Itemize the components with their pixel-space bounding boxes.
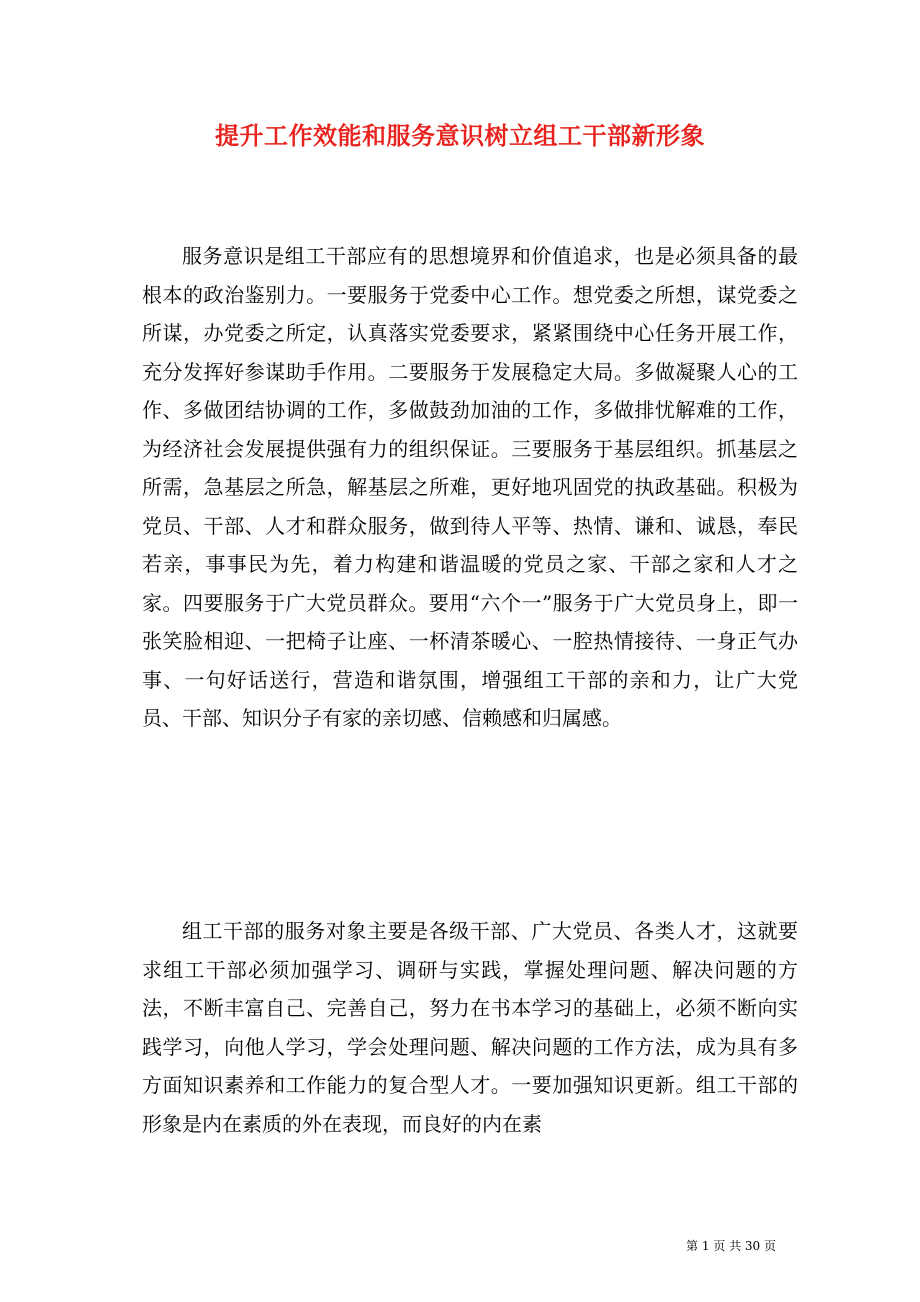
paragraph-text: 服务意识是组工干部应有的思想境界和价值追求，也是必须具备的最根本的政治鉴别力。一要服务于党委中心工作。想党委之所想，谋党委之所谋，办党委之所定，认真落实党委要求，紧紧围绕中心任务开展工作，充分发挥好参谋助手作用。二要服务于发展稳定大局。多做凝聚人心的工作、多做团结协调的工作，多做鼓劲加油的工作，多做排忧解难的工作，为经济社会发展提供强有力的组织保证。三要服务于基层组织。抓基层之所需，急基层之所急，解基层之所难，更好地巩固党的执政基础。积极为党员、干部、人才和群众服务，做到待人平等、热情、谦和、诚恳，奉民若亲，事事民为先，着力构建和谐温暖的党员之家、干部之家和人才之家。四要服务于广大党员群众。要用“六个一”服务于广大党员身上，即一张笑脸相迎、一把椅子让座、一杯清茶暖心、一腔热情接待、一身正气办事、一句好话送行，营造和谐氛围，增强组工干部的亲和力，让广大党员、干部、知识分子有家的亲切感、信赖感和归属感。 — [142, 244, 798, 730]
page-number-footer: 第 1 页 共 30 页 — [686, 1239, 776, 1253]
paragraph-text: 组工干部的服务对象主要是各级干部、广大党员、各类人才，这就要求组工干部必须加强学习、调研与实践，掌握处理问题、解决问题的方法，不断丰富自己、完善自己，努力在书本学习的基础上，必须不断向实践学习，向他人学习，学会处理问题、解决问题的工作方法，成为具有多方面知识素养和工作能力的复合型人才。一要加强知识更新。组工干部的形象是内在素质的外在表现，而良好的内在素 — [142, 919, 798, 1136]
document-title: 提升工作效能和服务意识树立组工干部新形象 — [215, 121, 705, 150]
body-paragraph-1 — [142, 237, 798, 738]
body-paragraph-2 — [142, 912, 798, 1143]
